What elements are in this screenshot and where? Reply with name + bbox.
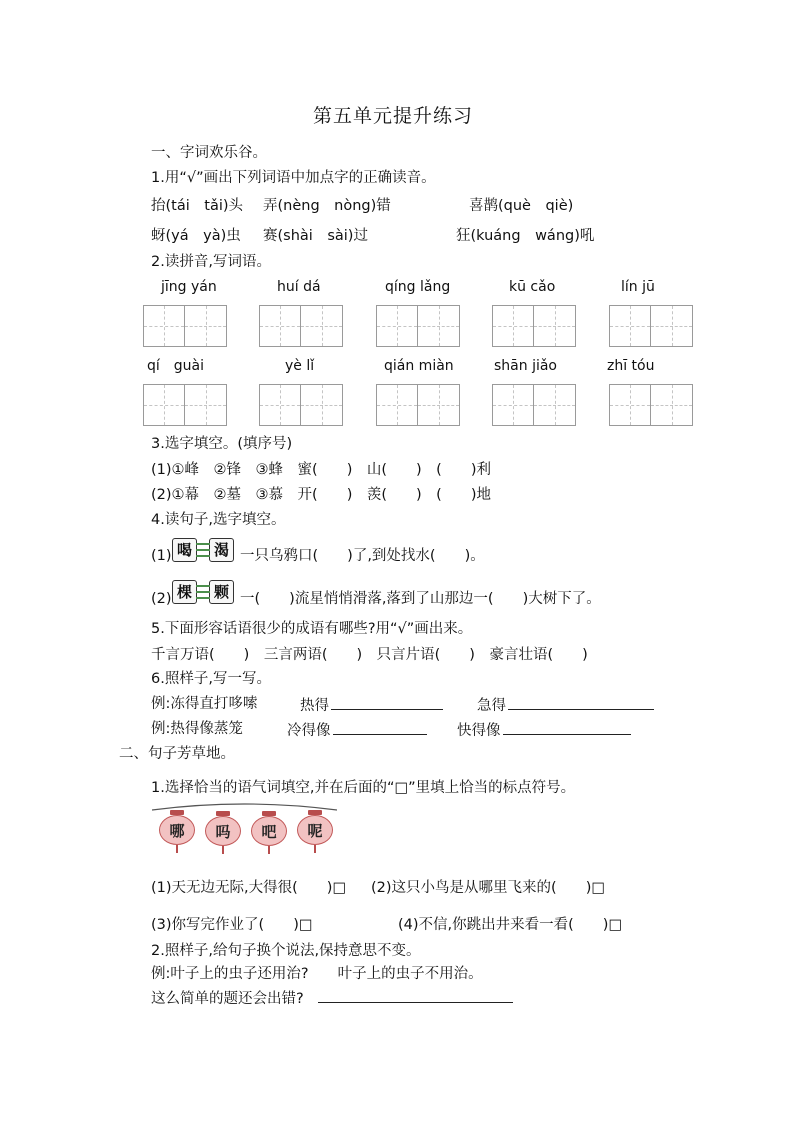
pinyin-label: zhī tóu xyxy=(607,358,655,374)
s2-q1-sentence: (3)你写完作业了( )□ xyxy=(151,917,313,933)
lantern-icon xyxy=(250,811,288,854)
pinyin-label: shān jiǎo xyxy=(494,358,557,374)
q6-example: 例:热得像蒸笼 xyxy=(151,721,243,737)
lantern-word: 哪 xyxy=(159,815,195,845)
writing-grid[interactable] xyxy=(143,384,227,426)
s2-q2-prompt: 2.照样子,给句子换个说法,保持意思不变。 xyxy=(151,943,421,959)
q4-item-number: (1) xyxy=(151,548,172,564)
lantern-icon xyxy=(204,811,242,854)
q1-prompt: 1.用“√”画出下列词语中加点字的正确读音。 xyxy=(151,170,436,186)
char-option: 喝 xyxy=(172,538,197,562)
pinyin-label: yè lǐ xyxy=(285,358,315,374)
q3-prompt: 3.选字填空。(填序号) xyxy=(151,436,293,452)
pinyin-label: lín jū xyxy=(621,279,655,295)
q1-item: 赛(shài sài)过 xyxy=(263,228,368,244)
writing-grid[interactable] xyxy=(143,305,227,347)
q5-prompt: 5.下面形容话语很少的成语有哪些?用“√”画出来。 xyxy=(151,621,473,637)
char-option: 棵 xyxy=(172,580,197,604)
writing-grid[interactable] xyxy=(492,384,576,426)
s2-q1-sentence: (2)这只小鸟是从哪里飞来的( )□ xyxy=(371,880,606,896)
answer-blank[interactable] xyxy=(503,719,631,735)
q6-prompt-word: 热得 xyxy=(300,694,443,716)
connector-icon xyxy=(196,585,210,599)
s2-q2-task: 这么简单的题还会出错? xyxy=(151,987,513,1009)
writing-grid[interactable] xyxy=(259,384,343,426)
writing-grid[interactable] xyxy=(376,384,460,426)
answer-blank[interactable] xyxy=(508,694,654,710)
answer-blank[interactable] xyxy=(331,694,443,710)
answer-blank[interactable] xyxy=(318,987,513,1003)
lantern-word: 吧 xyxy=(251,816,287,846)
q4-sentence: 一( )流星悄悄滑落,落到了山那边一( )大树下了。 xyxy=(240,591,601,607)
pinyin-label: jīng yán xyxy=(161,279,217,295)
lantern-word: 吗 xyxy=(205,816,241,846)
char-option: 颗 xyxy=(209,580,234,604)
q4-item-number: (2) xyxy=(151,591,172,607)
pinyin-label: qí guài xyxy=(147,358,205,374)
char-option: 渴 xyxy=(209,538,234,562)
q2-prompt: 2.读拼音,写词语。 xyxy=(151,254,271,270)
writing-grid[interactable] xyxy=(609,384,693,426)
lantern-icon xyxy=(158,810,196,853)
q6-example: 例:冻得直打哆嗦 xyxy=(151,696,258,712)
pinyin-label: huí dá xyxy=(277,279,321,295)
q4-sentence: 一只乌鸦口( )了,到处找水( )。 xyxy=(240,548,485,564)
q5-options: 千言万语( ) 三言两语( ) 只言片语( ) 豪言壮语( ) xyxy=(151,647,588,663)
q3-line: (1)①峰 ②锋 ③蜂 蜜( ) 山( ) ( )利 xyxy=(151,462,491,478)
pinyin-label: kū cǎo xyxy=(509,279,556,295)
section-1-heading: 一、字词欢乐谷。 xyxy=(151,145,267,161)
connector-icon xyxy=(196,543,210,557)
char-choice-box xyxy=(172,538,234,562)
s2-q1-prompt: 1.选择恰当的语气词填空,并在后面的“□”里填上恰当的标点符号。 xyxy=(151,780,576,796)
q1-item: 狂(kuáng wáng)吼 xyxy=(456,228,595,244)
page-title: 第五单元提升练习 xyxy=(313,105,474,127)
section-2-heading: 二、句子芳草地。 xyxy=(119,746,235,762)
q3-line: (2)①幕 ②墓 ③慕 开( ) 羡( ) ( )地 xyxy=(151,487,491,503)
pinyin-label: qián miàn xyxy=(384,358,454,374)
q1-item: 蚜(yá yà)虫 xyxy=(151,228,241,244)
lantern-word: 呢 xyxy=(297,815,333,845)
char-choice-box xyxy=(172,580,234,604)
q1-item: 抬(tái tǎi)头 xyxy=(151,198,244,214)
q1-item: 弄(nèng nòng)错 xyxy=(263,198,391,214)
writing-grid[interactable] xyxy=(259,305,343,347)
s2-q2-example: 例:叶子上的虫子还用治? 叶子上的虫子不用治。 xyxy=(151,966,483,982)
q6-prompt-word: 快得像 xyxy=(457,719,631,741)
q4-prompt: 4.读句子,选字填空。 xyxy=(151,512,286,528)
answer-blank[interactable] xyxy=(333,719,427,735)
q1-item: 喜鹊(què qiè) xyxy=(469,198,574,214)
writing-grid[interactable] xyxy=(492,305,576,347)
s2-q1-sentence: (4)不信,你跳出井来看一看( )□ xyxy=(398,917,623,933)
writing-grid[interactable] xyxy=(609,305,693,347)
writing-grid[interactable] xyxy=(376,305,460,347)
pinyin-label: qíng lǎng xyxy=(385,279,451,295)
lantern-icon xyxy=(296,810,334,853)
s2-q1-sentence: (1)天无边无际,大得很( )□ xyxy=(151,880,347,896)
q6-prompt-word: 冷得像 xyxy=(287,719,427,741)
q6-prompt-word: 急得 xyxy=(477,694,654,716)
q6-prompt: 6.照样子,写一写。 xyxy=(151,671,271,687)
